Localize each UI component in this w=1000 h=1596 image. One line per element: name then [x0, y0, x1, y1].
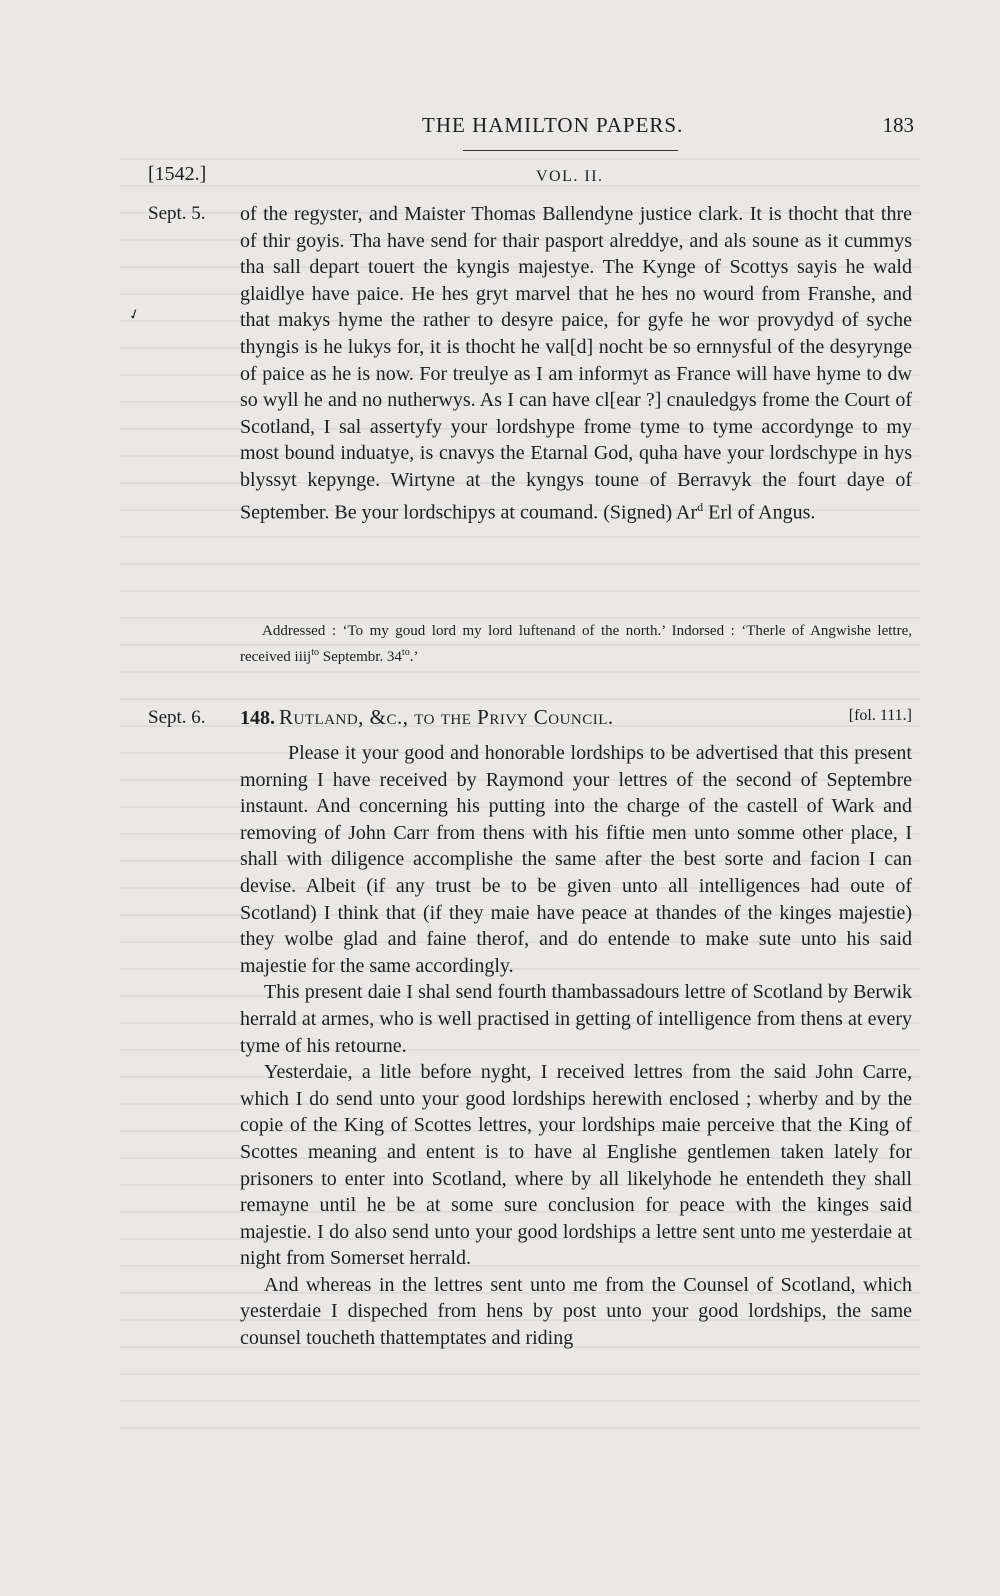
letter-2-paragraph-3: Yesterdaie, a litle before nyght, I received lettres from the said John Carre, which I do send unto your good lordships herewith enclosed ; wherby and by the copie of the King of Scottes lettres, your lordships maie perceive that the King of Scottes meaning and entent is to have al Englishe gentlemen taken lately for prisoners to enter into Scotland, where by all likelyhode he entendeth they shall remayne until he be at some sure conclusion for peace with the kinges said majestie. I do also send unto your good lordships a lettre sent unto me yesterdaie at night from Somerset herrald.	[240, 1061, 912, 1270]
page-header	[240, 113, 920, 143]
letter-2-paragraph-4: And whereas in the lettres sent unto me from the Counsel of Scotland, which yesterdaie I dispeched from hens by post unto your good lordships, the same counsel toucheth thattemptates and riding	[240, 1273, 912, 1350]
letter-1-body	[240, 201, 912, 526]
year-label: [1542.]	[148, 163, 207, 185]
margin-date-sept-6: Sept. 6.	[148, 707, 206, 728]
letter-2-body	[240, 740, 912, 1352]
header-rule	[463, 150, 678, 151]
letter-number: 148.	[240, 707, 275, 729]
margin-tick-mark: ✓	[126, 306, 143, 325]
margin-date-sept-5: Sept. 5.	[148, 203, 206, 224]
running-title: THE HAMILTON PAPERS.	[422, 113, 684, 137]
letter-1-paragraph: of the regyster, and Maister Thomas Ballendyne justice clark. It is thocht that thre of thir goyis. Tha have send for thair pasport alreddye, and als soune as it cummys tha sall depart touert the kyngis majestye. The Kynge of Scottys sayis he wald glaidlye have paice. He hes gryt marvel that he hes no wourd from Franshe, and that makys hyme the rather to desyre paice, for gyfe he wor provydyd of syche thyngis is he lukys for, it is thocht he val[d] nocht be so ernnysful of the desyrynge of paice as he is now. For treulye as I am informyt as France will have hyme to dw so wyll he and no nutherwys. As I can have cl[ear ?] cnauledgys frome the Court of Scotland, I sal assertyfy your lordshype frome tyme to tyme accordynge to my most bound induatye, is cnavys the Etarnal God, quha have your lordschype in hys blyssyt kepynge. Wirtyne at the kyngys toune of Berravyk the fourt daye of September. Be your lordschipys at coumand. (Signed) Ar$^d$ Erl of Angus.	[240, 203, 912, 524]
volume-label: VOL. II.	[536, 168, 604, 185]
folio-reference: [fol. 111.]	[848, 707, 912, 724]
letter-2-paragraph-1: Please it your good and honorable lordships to be advertised that this present morning I have received by Raymond your lettres of the second of Septembre instaunt. And concerning his putting into the charge of the castell of Wark and removing of John Carr from thens with his fiftie men unto somme other place, I shall with diligence accomplishe the same after the best sorte and facion I can devise. Albeit (if any trust be to be given unto all intelligences had oute of Scotland) I think that (if they maie have peace at thandes of the kinges majestie) they wolbe glad and faine therof, and do entende to make sute unto his said majestie for the same accordingly.	[240, 742, 912, 977]
letter-2-paragraph-2: This present daie I shal send fourth thambassadours lettre of Scotland by Berwik herrald at armes, who is well practised in getting of intelligence from thens at every tyme of his retourne.	[240, 981, 912, 1057]
letter-2-heading	[240, 705, 912, 735]
addressed-note: Addressed : ‘To my goud lord my lord luftenand of the north.’ Indorsed : ‘Therle of Angwishe lettre, received iiij$^{to}$ Septembr. $34^{to}$.’	[240, 623, 912, 665]
letter-title: Rutland, &c., to the Privy Council.	[279, 705, 614, 729]
page-number: 183	[882, 113, 914, 137]
